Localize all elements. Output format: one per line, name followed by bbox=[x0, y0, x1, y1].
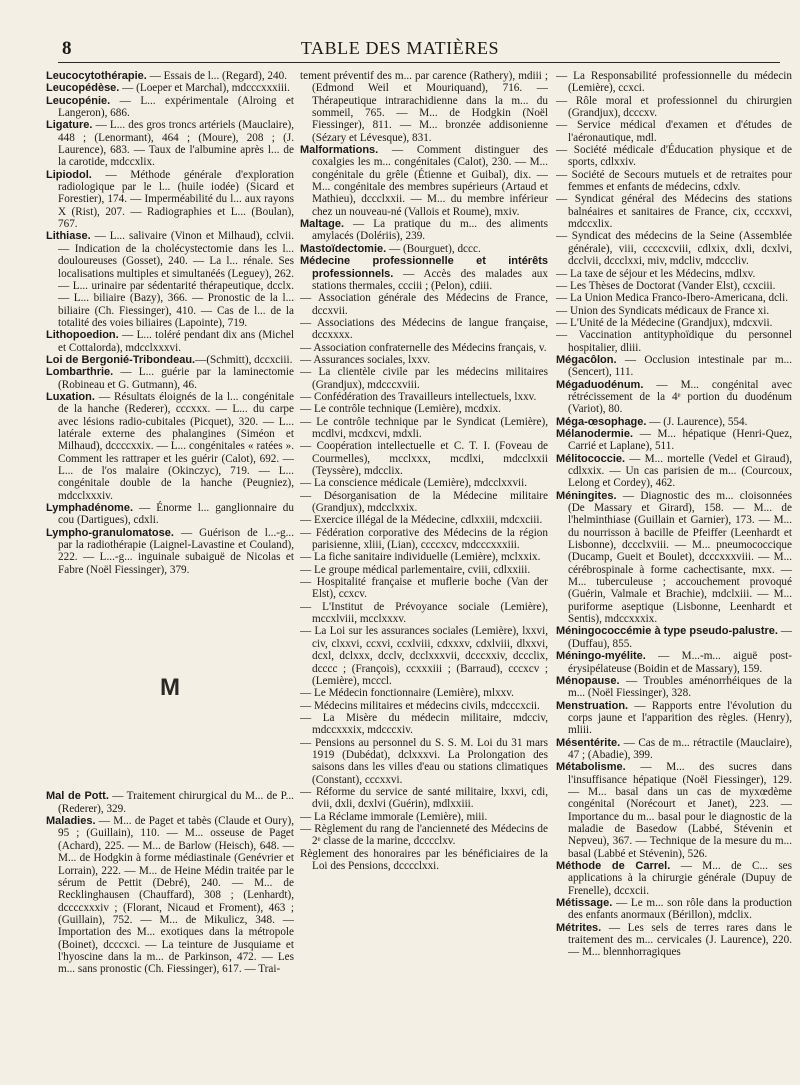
entry-text: — Réforme du service de santé militaire, lxxvi, cdi, dvii, dxli, dcxlvi (Guérin), mdlxxiii. bbox=[300, 785, 548, 811]
index-entry bbox=[300, 576, 548, 601]
entry-heading: Médecine professionnelle et intérêts professionnels. bbox=[300, 255, 548, 280]
index-entry bbox=[46, 119, 294, 168]
entry-heading: Méningites. bbox=[556, 489, 617, 502]
index-entry bbox=[300, 700, 548, 712]
index-entry bbox=[46, 354, 294, 366]
entry-text: — M... mortelle (Vedel et Giraud), cdlxxix. — Un cas parisien de m... (Courcoux, Lelong et Cordey), 462. bbox=[568, 452, 792, 490]
entry-text: — Association confraternelle des Médecins français, v. bbox=[300, 341, 547, 354]
index-entry bbox=[556, 317, 792, 329]
index-entry bbox=[556, 897, 792, 922]
index-entry bbox=[556, 70, 792, 95]
index-entry bbox=[300, 70, 548, 144]
index-entry bbox=[300, 292, 548, 317]
entry-text: tement préventif des m... par carence (Rathery), mdiii ; (Edmond Weil et Mouriquand), 716. — Thérapeutique intrarachidienne dans la m... du sommeil, 765. — M... de Hodgkin (Noël Fiessinger), 811. — M... bronzée addisonienne (Sézary et Lévesque), 831. bbox=[300, 70, 548, 144]
entry-text: — M... de Paget et tabès (Claude et Oury), 95 ; (Guillain), 110. — M... osseuse de Paget (Achard), 225. — M... de Barlow (Heisch), 648. — M... de Hodgkin à forme médiastinale (Genévrier et Lorrain), 222. — M... de Heine Médin traitée par le sérum de Pettit (Debré), 240. — M... de Recklinghausen (Chauffard), 308 ; (Lenhardt), dccccxxxiv ; (Florant, Nicaud et Froment), 463 ; (Guillain), 752. — M... de Mikulicz, 348. — Importation des M... exotiques dans la métropole (Boinet), dcccxci. — La teinture de Jusquiame et l'hyoscine dans la m... de Parkinson, 472. — Les m... sans pronostic (Ch. Fiessinger), 617. — Trai- bbox=[58, 815, 294, 976]
entries-m-start bbox=[46, 790, 294, 975]
entries-l bbox=[46, 70, 294, 576]
entry-heading: Méningo-myélite. bbox=[556, 650, 646, 663]
entry-text: — Assurances sociales, lxxv. bbox=[300, 353, 431, 366]
index-entry bbox=[556, 625, 792, 650]
entry-text: — Accès des malades aux stations thermales, ccciii ; (Pelon), cdiii. bbox=[312, 267, 548, 292]
entry-heading: Mélanodermie. bbox=[556, 427, 634, 440]
entry-text: — (Bourguet), dccc. bbox=[386, 242, 481, 255]
entry-text: — La fiche sanitaire individuelle (Lemière), mclxxix. bbox=[300, 551, 541, 564]
entry-heading: Leucocytothérapie. bbox=[46, 70, 147, 82]
entry-text: —(Schmitt), dccxciii. bbox=[195, 353, 293, 366]
entry-text: — L... salivaire (Vinon et Milhaud), cclvii. — Indication de la cholécystectomie dans les l... douloureuses (Gosset), 240. — La l... rénale. Ses localisations multiples et simultanéés (Leguey), 262. — L... urinaire par sédentarité thérapeutique, dcclx. — L... biliaire (Bazy), 366. — Pronostic de la l... biliaire (Ch. Fiessinger), 410. — Cas de l... de la totalité des voies biliaires (Lapointe), 719. bbox=[58, 230, 294, 329]
entry-text: — La pratique du m... des aliments amylacés (Dolériis), 239. bbox=[312, 218, 548, 243]
entry-text: — Le contrôle technique par le Syndicat (Lemière), mcdlvi, mcdxcvi, mdxli. bbox=[300, 415, 548, 440]
entry-heading: Leucopénie. bbox=[46, 94, 111, 107]
header-rule bbox=[58, 62, 780, 63]
index-entry bbox=[300, 477, 548, 489]
index-entry bbox=[556, 354, 792, 379]
index-entry bbox=[46, 82, 294, 94]
entry-text: — Énorme l... ganglionnaire du cou (Dartigues), cdxli. bbox=[58, 502, 294, 527]
entry-text: — Diagnostic des m... cloisonnées (De Massary et Girard), 158. — M... de l'helminthiase (Guillain et Garnier), 173. — M... du nourrisson à bacille de Pfeiffer (Leenhardt et Lisbonne), dccclxviii. — M... pneumococcique (Ducamp, Gueit et Boulet), dcccxxxviii. — M... cérébrospinale à forme cachectisante, mxx. — M... tuberculeuse ; accouchement provoqué (Guérin, Valmale et Brachie), mdclxiii. — M... puriforme aseptique (Lisbonne, Leenhardt et Sentis), mdccxxxix. bbox=[568, 489, 792, 626]
index-entry bbox=[556, 280, 792, 292]
index-entry bbox=[300, 243, 548, 255]
entry-heading: Maltage. bbox=[300, 218, 345, 231]
index-entry bbox=[556, 416, 792, 428]
entry-heading: Ménopause. bbox=[556, 674, 620, 687]
entry-text: — Guérison de l...-g... par la radiothérapie (Laignel-Lavastine et Couland), 222. — L...-g... inguinale subaiguë de Nicolas et Fabre (Noël Fiessinger), 379. bbox=[58, 526, 294, 576]
entry-text: — La Loi sur les assurances sociales (Lemière), lxxvi, civ, clxxvi, ccxvi, ccxlviii, cdxxxv, cdxlviii, dlxxvi, dcxl, dclxxx, dcclv, dcclxxxvii, dcccxxiv, dccclix, dcccc ; (François), ccxxxiii ; (Barraud), cccxcv ; (Lemière), mcccl. bbox=[300, 625, 548, 687]
index-entry bbox=[556, 428, 792, 453]
entry-heading: Méthode de Carrel. bbox=[556, 860, 671, 872]
index-entry bbox=[46, 391, 294, 502]
entry-text: — La Misère du médecin militaire, mdcciv, mdccxxxix, mdcccxiv. bbox=[300, 711, 548, 737]
entry-text: — Méthode générale d'exploration radiologique par le l... (huile iodée) (Sicard et Forestier), 174. — Imperméabilité du l... aux rayons X (Rist), 207. — Radiographies et L... (Boulan), 767. bbox=[58, 168, 294, 231]
index-column-3 bbox=[556, 70, 792, 1075]
entry-heading: Mal de Pott. bbox=[46, 790, 109, 803]
index-entry bbox=[46, 230, 294, 329]
index-entry bbox=[46, 527, 294, 576]
index-entry bbox=[556, 675, 792, 700]
entry-text: — Les Thèses de Doctorat (Vander Elst), ccxciii. bbox=[556, 279, 776, 292]
entry-heading: Mésentérite. bbox=[556, 736, 621, 749]
index-entry bbox=[300, 551, 548, 563]
section-letter-m: M bbox=[160, 674, 180, 702]
index-entry bbox=[46, 790, 294, 815]
index-entry bbox=[556, 860, 792, 897]
entries-m-middle bbox=[300, 70, 548, 872]
entry-text: — Le Médecin fonctionnaire (Lemière), mlxxv. bbox=[300, 687, 514, 700]
index-entry bbox=[556, 650, 792, 675]
page-number: 8 bbox=[62, 38, 72, 59]
entry-text: — La Réclame immorale (Lemière), miii. bbox=[300, 810, 488, 823]
entry-heading: Métissage. bbox=[556, 897, 613, 910]
entry-text: — Société médicale d'Éducation physique et de sports, cdlxxiv. bbox=[556, 144, 792, 169]
index-entry bbox=[300, 391, 548, 403]
entry-heading: Ligature. bbox=[46, 119, 93, 132]
index-entry bbox=[556, 230, 792, 267]
entry-text: — La conscience médicale (Lemière), mdcclxxvii. bbox=[300, 477, 528, 490]
entry-text: — Pensions au personnel du S. S. M. Loi du 31 mars 1919 (Dubédat), dclxxxvi. La Prolongation des saisons dans les villes d'eau ou stations climatiques (Constant), cccxxvi. bbox=[300, 736, 548, 786]
index-entry bbox=[300, 786, 548, 811]
entry-text: — (Duffau), 855. bbox=[568, 625, 792, 650]
entry-heading: Mégaduodénum. bbox=[556, 378, 644, 391]
index-entry bbox=[300, 811, 548, 823]
entry-text: — Exercice illégal de la Médecine, cdlxxiii, mdcxciii. bbox=[300, 514, 543, 527]
entry-text: — Règlement du rang de l'ancienneté des Médecins de 2ᵉ classe de la marine, dcccclxv. bbox=[300, 822, 548, 848]
index-entry bbox=[556, 144, 792, 169]
index-column-1 bbox=[46, 70, 294, 1075]
entry-text: — Syndicat général des Médecins des stations balnéaires et sanitaires de France, cix, cccxxvi, mdccxlix. bbox=[556, 193, 792, 231]
entry-heading: Mélitococcie. bbox=[556, 452, 626, 465]
index-entry bbox=[556, 305, 792, 317]
entry-text: — L... expérimentale (Alroing et Langeron), 686. bbox=[58, 94, 294, 120]
index-entry bbox=[300, 601, 548, 626]
entry-text: — Cas de m... rétractile (Mauclaire), 47 ; (Abadie), 399. bbox=[568, 736, 792, 761]
entry-text: — M... de C... ses applications à la chirurgie générale (Dupuy de Frenelle), dccxcii. bbox=[568, 860, 792, 897]
index-entry bbox=[46, 815, 294, 975]
entry-heading: Métabolisme. bbox=[556, 761, 626, 774]
index-entry bbox=[556, 453, 792, 490]
index-entry bbox=[300, 712, 548, 737]
index-entry bbox=[556, 922, 792, 959]
entry-heading: Mastoïdectomie. bbox=[300, 242, 387, 255]
entry-text: — M...-m... aiguë post-érysipélateuse (Boidin et de Massary), 159. bbox=[568, 650, 792, 675]
entry-text: — M... congénital avec rétrécissement de la 4ᵉ portion du duodénum (Variot), 80. bbox=[568, 378, 792, 416]
entry-text: — (J. Laurence), 554. bbox=[646, 415, 748, 428]
entry-heading: Méga-œsophage. bbox=[556, 415, 647, 428]
entry-text: — Comment distinguer des coxalgies les m... congénitales (Calot), 230. — M... congénitale du grêle (Étienne et Guibal), dix. — M... congénitale des membres supérieurs (Artaud et Mathieu), dccclxxii. — M... du membre inférieur chez un nouveau-né (Vallois et Roume), mxiv. bbox=[312, 144, 548, 218]
entry-text: — Société de Secours mutuels et de retraites pour femmes et enfants de médecins, cdxlv. bbox=[556, 168, 792, 194]
index-column-2 bbox=[300, 70, 548, 1075]
index-entry bbox=[46, 169, 294, 231]
entry-text: — Le groupe médical parlementaire, cviii, cdlxxiii. bbox=[300, 563, 531, 576]
index-entry bbox=[556, 700, 792, 737]
entry-text: — La Responsabilité professionnelle du médecin (Lemière), ccxci. bbox=[556, 70, 792, 95]
entry-text: — Syndicat des médecins de la Seine (Assemblée générale), viii, ccccxcviii, cdlxix, dxli, dcxlvi, dcclvii, dccclxxi, miv, mdcliv, mdcccliv. bbox=[556, 230, 792, 268]
entry-text: — (Loeper et Marchal), mdcccxxxiii. bbox=[119, 82, 290, 95]
index-entry bbox=[46, 95, 294, 120]
index-entry bbox=[300, 342, 548, 354]
entry-text: — Le contrôle technique (Lemière), mcdxix. bbox=[300, 403, 501, 416]
index-entry bbox=[46, 329, 294, 354]
entry-text: — Fédération corporative des Médecins de la région parisienne, xliii, (Lian), ccccxcv, mdcccxxxiii. bbox=[300, 526, 548, 552]
entry-heading: Lithiase. bbox=[46, 230, 91, 243]
index-entry bbox=[300, 366, 548, 391]
entry-heading: Loi de Bergonié-Tribondeau. bbox=[46, 353, 196, 366]
entry-heading: Maladies. bbox=[46, 815, 96, 828]
index-entry bbox=[300, 440, 548, 477]
entry-text: — Confédération des Travailleurs intellectuels, lxxv. bbox=[300, 390, 537, 403]
entry-text: — Résultats éloignés de la l... congénitale de la hanche (Rederer), cccxxx. — L... du carpe avec lésions radio-cubitales (Picquet), 320. — L... latérale externe des phalangines (Siméon et Milhaud), dccccxxix. — L... congénitales « ratées ». Comment les rattraper et les guérir (Calot), 692. — L... de l'os malaire (Okinczyc), 719. — L... congénitale double de la hanche (Peugniez), mdcclxxxiv. bbox=[58, 390, 294, 502]
index-entry bbox=[556, 95, 792, 120]
entry-text: — Essais de l... (Regard), 240. bbox=[146, 70, 287, 82]
entry-text: — Hospitalité française et muflerie boche (Van der Elst), ccxcv. bbox=[300, 576, 548, 601]
index-entry bbox=[556, 169, 792, 194]
entry-text: — Service médical d'examen et d'études de l'aéronautique, mdl. bbox=[556, 119, 792, 144]
entry-text: — La Union Medica Franco-Ibero-Americana, dcli. bbox=[556, 292, 789, 305]
entry-text: — M... des sucres dans l'insuffisance hépatique (Noël Fiessinger), 129. — M... basal dans un cas de myxœdème congénital (Norécourt et Janet), 223. — Importance du m... basal pour le diagnostic de la maladie de Basedow (Labbé, Stévenin et Nepveu), 367. — Technique de la mesure du m... basal (Labbé et Stévenin), 526. bbox=[568, 761, 792, 860]
index-entry bbox=[556, 329, 792, 354]
entry-heading: Luxation. bbox=[46, 390, 95, 403]
entry-text: Règlement des honoraires par les bénéficiaires de la Loi des Pensions, dcccclxxi. bbox=[300, 847, 548, 872]
index-entry bbox=[300, 317, 548, 342]
entry-text: — La clientèle civile par les médecins militaires (Grandjux), mdcccxviii. bbox=[300, 366, 548, 391]
index-entry bbox=[300, 823, 548, 848]
index-entry bbox=[300, 687, 548, 699]
entry-text: — L'Unité de la Médecine (Grandjux), mdcxvii. bbox=[556, 316, 773, 329]
entry-text: — Union des Syndicats médicaux de France xi. bbox=[556, 304, 770, 317]
index-entry bbox=[46, 70, 294, 82]
entry-text: — L'Institut de Prévoyance sociale (Lemière), mccxlviii, mcclxxxv. bbox=[300, 600, 548, 626]
entry-text: — L... toléré pendant dix ans (Michel et Cottalorda), mdcclxxxvi. bbox=[58, 329, 294, 354]
index-entry bbox=[300, 527, 548, 552]
entry-text: — Coopération intellectuelle et C. T. I. (Foveau de Courmelles), mcclxxx, mcdlxi, mdcclxxii (Teyssère), mdcclix. bbox=[300, 440, 548, 477]
entry-text: — Vaccination antityphoïdique du personnel hospitalier, dliii. bbox=[556, 329, 792, 354]
entry-heading: Mégacôlon. bbox=[556, 353, 617, 366]
entry-text: — M... hépatique (Henri-Quez, Carrié et Laplane), 511. bbox=[568, 427, 792, 453]
index-entry bbox=[300, 514, 548, 526]
index-entry bbox=[556, 379, 792, 416]
entry-text: — L... des gros troncs artériels (Mauclaire), 448 ; (Lenormant), 464 ; (Moure), 208 ; (J. Laurence), 683. — Taux de l'albumine après l... de la carotide, mdccxlix. bbox=[58, 119, 294, 169]
entry-text: — Association générale des Médecins de France, dccxvii. bbox=[300, 292, 548, 317]
index-entry bbox=[300, 218, 548, 243]
entry-text: — Rôle moral et professionnel du chirurgien (Grandjux), dcccxv. bbox=[556, 94, 792, 120]
entry-heading: Lombarthrie. bbox=[46, 366, 114, 379]
entry-text: — Troubles aménorrhéiques de la m... (Noël Fiessinger), 328. bbox=[568, 674, 792, 700]
index-entry bbox=[556, 268, 792, 280]
index-entry bbox=[300, 144, 548, 218]
index-entry bbox=[556, 193, 792, 230]
entry-heading: Lipiodol. bbox=[46, 168, 92, 181]
index-entry bbox=[46, 502, 294, 527]
entry-heading: Leucopédèse. bbox=[46, 82, 120, 95]
entry-heading: Métrites. bbox=[556, 921, 602, 934]
index-entry bbox=[300, 416, 548, 441]
index-entry bbox=[300, 255, 548, 292]
index-entry bbox=[556, 761, 792, 860]
index-entry bbox=[556, 119, 792, 144]
running-title: TABLE DES MATIÈRES bbox=[300, 38, 500, 58]
index-entry bbox=[300, 737, 548, 786]
index-entry bbox=[300, 490, 548, 515]
entry-text: — Désorganisation de la Médecine militaire (Grandjux), mdcclxxix. bbox=[300, 489, 548, 515]
entry-text: — Les sels de terres rares dans le traitement des m... cervicales (J. Laurence), 220. — M... blennhorragiques bbox=[568, 921, 792, 959]
index-entry bbox=[556, 292, 792, 304]
entry-text: — Le m... son rôle dans la production des enfants anormaux (Bérillon), mdclix. bbox=[568, 897, 792, 922]
index-entry bbox=[300, 403, 548, 415]
entry-heading: Menstruation. bbox=[556, 699, 629, 712]
entry-heading: Lithopoedion. bbox=[46, 329, 119, 342]
entry-text: — La taxe de séjour et les Médecins, mdlxv. bbox=[556, 267, 756, 280]
index-entry bbox=[300, 564, 548, 576]
index-entry bbox=[300, 848, 548, 873]
entry-text: — Associations des Médecins de langue française, dccxxxx. bbox=[300, 316, 548, 342]
index-entry bbox=[556, 737, 792, 762]
entry-text: — Médecins militaires et médecins civils, mdcccxcii. bbox=[300, 699, 540, 712]
entry-text: — Rapports entre l'évolution du corps jaune et l'apparition des règles. (Henry), mliii. bbox=[568, 699, 792, 737]
entry-heading: Méningococcémie à type pseudo-palustre. bbox=[556, 625, 778, 638]
entries-m-end bbox=[556, 70, 792, 959]
index-entry bbox=[300, 625, 548, 687]
index-entry bbox=[556, 490, 792, 626]
entry-heading: Lympho-granulomatose. bbox=[46, 526, 174, 539]
entry-heading: Malformations. bbox=[300, 144, 379, 157]
entry-heading: Lymphadénome. bbox=[46, 502, 133, 515]
entry-text: — L... guérie par la laminectomie (Robineau et G. Gutmann), 46. bbox=[58, 366, 294, 391]
index-entry bbox=[300, 354, 548, 366]
entry-text: — Traitement chirurgical du M... de P... (Rederer), 329. bbox=[58, 790, 294, 815]
entry-text: — Occlusion intestinale par m... (Sencert), 111. bbox=[568, 353, 792, 379]
index-entry bbox=[46, 366, 294, 391]
